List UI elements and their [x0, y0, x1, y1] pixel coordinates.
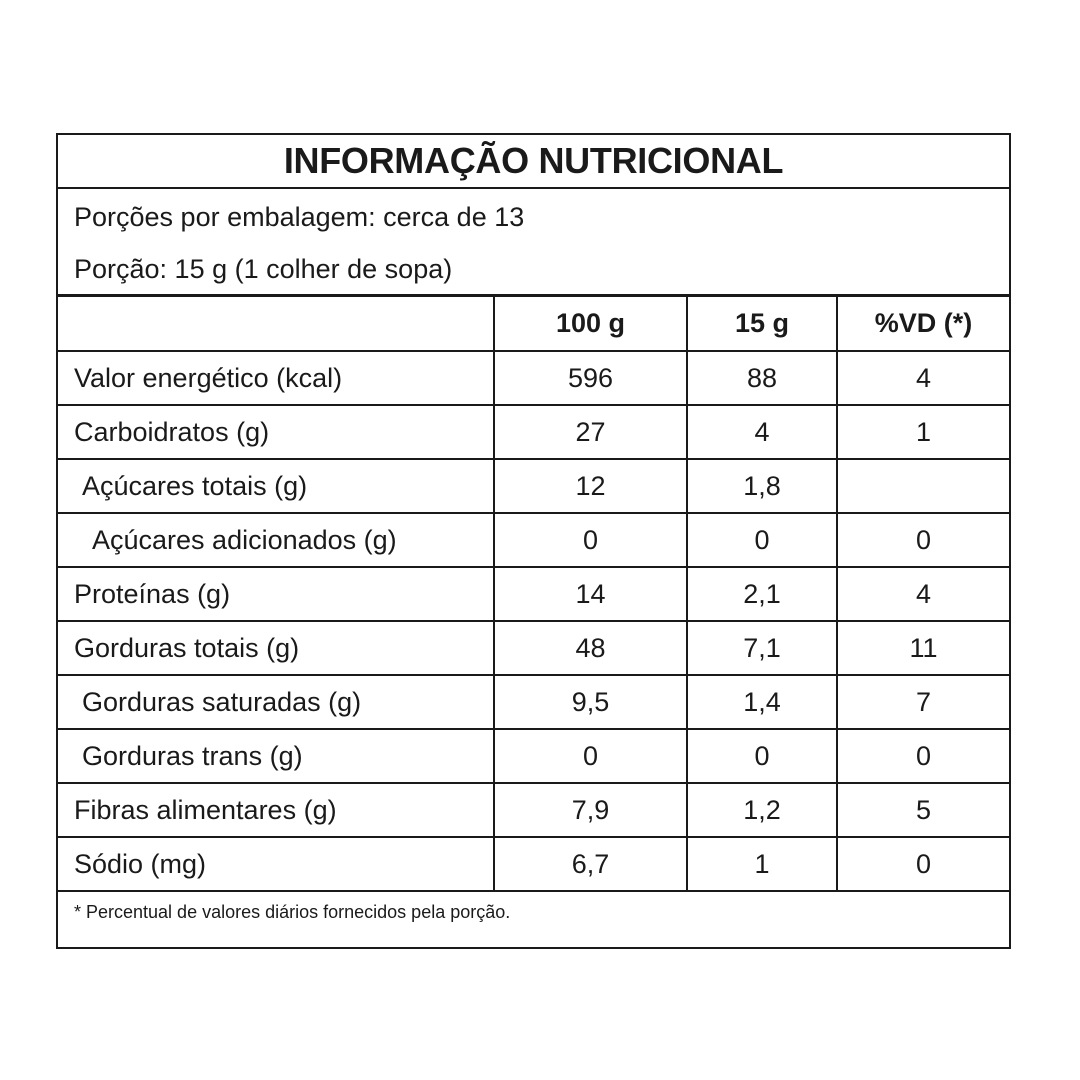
- servings-per-package: Porções por embalagem: cerca de 13: [74, 202, 525, 232]
- nutrition-table: [58, 297, 1009, 892]
- value-per-serving: 1,8: [687, 459, 837, 513]
- table-row: [58, 783, 1009, 837]
- value-daily-percent: 7: [837, 675, 1009, 729]
- value-per-serving: 0: [687, 513, 837, 567]
- nutrition-label: [56, 133, 1011, 949]
- nutrient-name: Sódio (mg): [58, 837, 494, 891]
- value-per-100g: 27: [494, 405, 687, 459]
- value-daily-percent: 0: [837, 513, 1009, 567]
- value-daily-percent: 4: [837, 567, 1009, 621]
- label-title: INFORMAÇÃO NUTRICIONAL: [58, 135, 1009, 189]
- value-per-serving: 1,2: [687, 783, 837, 837]
- header-per-serving: 15 g: [687, 297, 837, 351]
- nutrient-name: Gorduras trans (g): [58, 729, 494, 783]
- nutrient-name: Fibras alimentares (g): [58, 783, 494, 837]
- value-daily-percent: [837, 459, 1009, 513]
- table-body: [58, 351, 1009, 891]
- table-row: [58, 675, 1009, 729]
- table-row: [58, 567, 1009, 621]
- table-row: [58, 459, 1009, 513]
- value-daily-percent: 11: [837, 621, 1009, 675]
- value-per-100g: 12: [494, 459, 687, 513]
- value-per-serving: 1: [687, 837, 837, 891]
- header-nutrient: [58, 297, 494, 351]
- nutrient-name: Gorduras totais (g): [58, 621, 494, 675]
- table-row: [58, 729, 1009, 783]
- value-per-serving: 2,1: [687, 567, 837, 621]
- nutrient-name: Proteínas (g): [58, 567, 494, 621]
- value-per-serving: 88: [687, 351, 837, 405]
- value-per-100g: 7,9: [494, 783, 687, 837]
- value-per-100g: 0: [494, 513, 687, 567]
- value-per-100g: 48: [494, 621, 687, 675]
- footnote: * Percentual de valores diários fornecidos pela porção.: [74, 902, 511, 922]
- nutrient-name: Carboidratos (g): [58, 405, 494, 459]
- table-row: [58, 405, 1009, 459]
- value-per-serving: 1,4: [687, 675, 837, 729]
- serving-size: Porção: 15 g (1 colher de sopa): [74, 254, 453, 284]
- serving-info: [58, 189, 1009, 297]
- value-daily-percent: 1: [837, 405, 1009, 459]
- table-row: [58, 513, 1009, 567]
- header-per-100g: 100 g: [494, 297, 687, 351]
- nutrient-name: Açúcares totais (g): [58, 459, 494, 513]
- value-per-serving: 0: [687, 729, 837, 783]
- value-daily-percent: 0: [837, 837, 1009, 891]
- table-row: [58, 351, 1009, 405]
- value-daily-percent: 5: [837, 783, 1009, 837]
- nutrient-name: Açúcares adicionados (g): [58, 513, 494, 567]
- value-per-100g: 14: [494, 567, 687, 621]
- table-header-row: [58, 297, 1009, 351]
- value-per-serving: 4: [687, 405, 837, 459]
- header-daily-value: %VD (*): [837, 297, 1009, 351]
- value-per-100g: 0: [494, 729, 687, 783]
- table-row: [58, 621, 1009, 675]
- value-per-100g: 9,5: [494, 675, 687, 729]
- value-daily-percent: 4: [837, 351, 1009, 405]
- value-per-100g: 6,7: [494, 837, 687, 891]
- nutrient-name: Gorduras saturadas (g): [58, 675, 494, 729]
- value-daily-percent: 0: [837, 729, 1009, 783]
- value-per-serving: 7,1: [687, 621, 837, 675]
- value-per-100g: 596: [494, 351, 687, 405]
- nutrient-name: Valor energético (kcal): [58, 351, 494, 405]
- table-row: [58, 837, 1009, 891]
